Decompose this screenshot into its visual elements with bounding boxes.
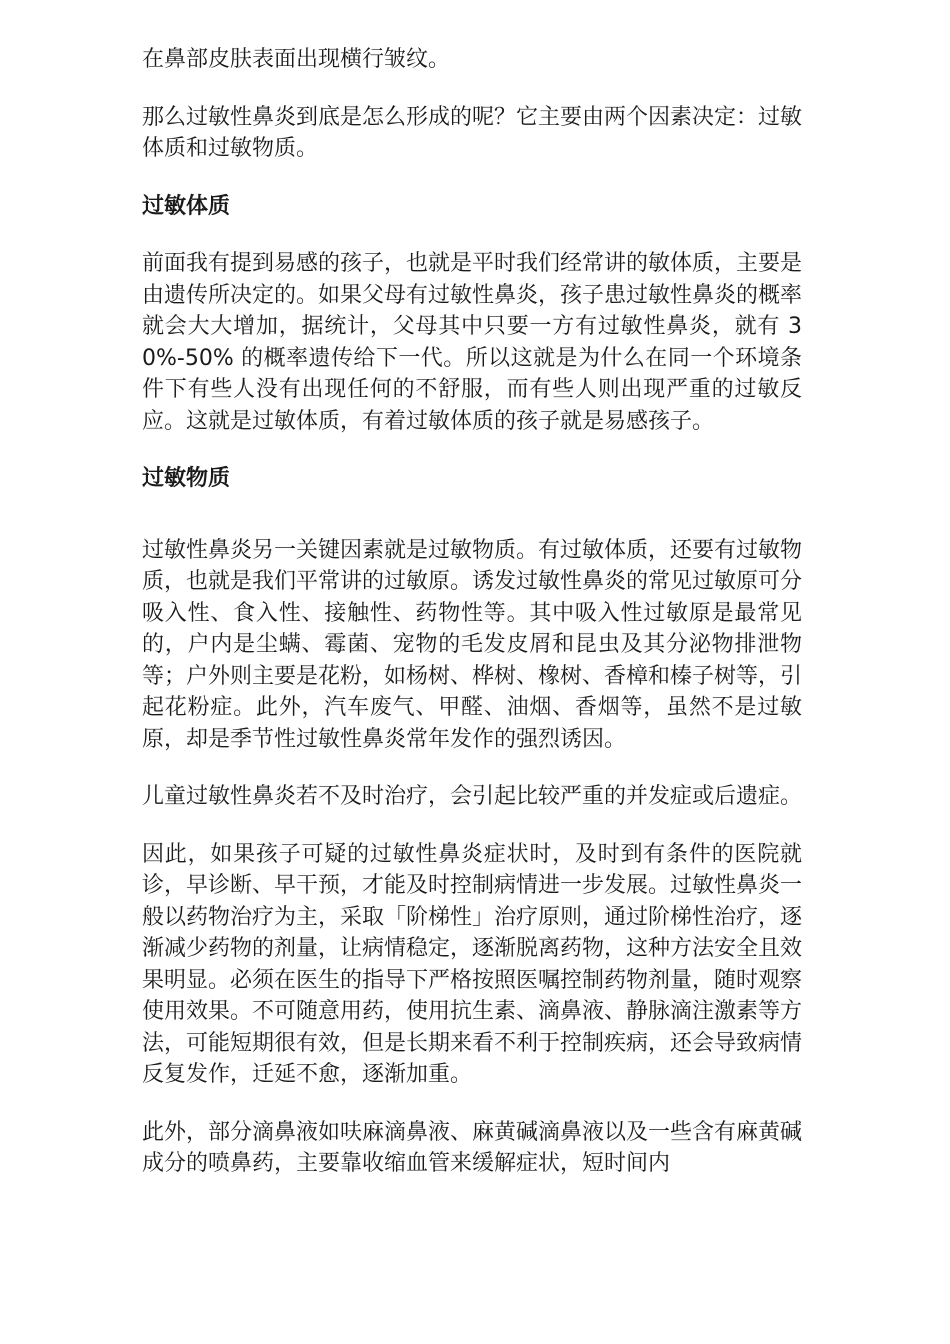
article-body bbox=[142, 44, 802, 1206]
question-paragraph: 那么过敏性鼻炎到底是怎么形成的呢？它主要由两个因素决定：过敏体质和过敏物质。 bbox=[142, 104, 803, 161]
section-heading-allergic-constitution: 过敏体质 bbox=[142, 193, 231, 219]
allergic-constitution-paragraph: 前面我有提到易感的孩子，也就是平时我们经常讲的敏体质，主要是由遗传所决定的。如果父母有过敏性鼻炎，孩子患过敏性鼻炎的概率就会大大增加，据统计，父母其中只要一方有过敏性鼻炎，就有 30%-50% 的概率遗传给下一代。所以这就是为什么在同一个环境条件下有些人没有出现任何的不舒服，而有些人则出现严重的过敏反应。这就是过敏体质，有着过敏体质的孩子就是易感孩子。 bbox=[142, 251, 803, 434]
treatment-paragraph: 因此，如果孩子可疑的过敏性鼻炎症状时，及时到有条件的医院就诊，早诊断、早干预，才能及时控制病情进一步发展。过敏性鼻炎一般以药物治疗为主，采取「阶梯性」治疗原则，通过阶梯性治疗，逐渐减少药物的剂量，让病情稳定，逐渐脱离药物，这种方法安全且效果明显。必须在医生的指导下严格按照医嘱控制药物剂量，随时观察使用效果。不可随意用药，使用抗生素、滴鼻液、静脉滴注激素等方法，可能短期很有效，但是长期来看不利于控制疾病，还会导致病情反复发作，迁延不愈，逐渐加重。 bbox=[142, 841, 803, 1087]
section-heading-allergens: 过敏物质 bbox=[142, 466, 231, 491]
nasal-drops-paragraph: 此外，部分滴鼻液如呋麻滴鼻液、麻黄碱滴鼻液以及一些含有麻黄碱成分的喷鼻药，主要靠收缩血管来缓解症状，短时间内 bbox=[142, 1119, 803, 1176]
intro-tail-paragraph: 在鼻部皮肤表面出现横行皱纹。 bbox=[142, 47, 451, 72]
complication-paragraph: 儿童过敏性鼻炎若不及时治疗，会引起比较严重的并发症或后遗症。 bbox=[142, 784, 803, 809]
allergens-paragraph: 过敏性鼻炎另一关键因素就是过敏物质。有过敏体质，还要有过敏物质，也就是我们平常讲的过敏原。诱发过敏性鼻炎的常见过敏原可分吸入性、食入性、接触性、药物性等。其中吸入性过敏原是最常见的，户内是尘螨、霉菌、宠物的毛发皮屑和昆虫及其分泌物排泄物等；户外则主要是花粉，如杨树、桦树、橡树、香樟和榛子树等，引起花粉症。此外，汽车废气、甲醛、油烟、香烟等，虽然不是过敏原，却是季节性过敏性鼻炎常年发作的强烈诱因。 bbox=[142, 537, 803, 752]
